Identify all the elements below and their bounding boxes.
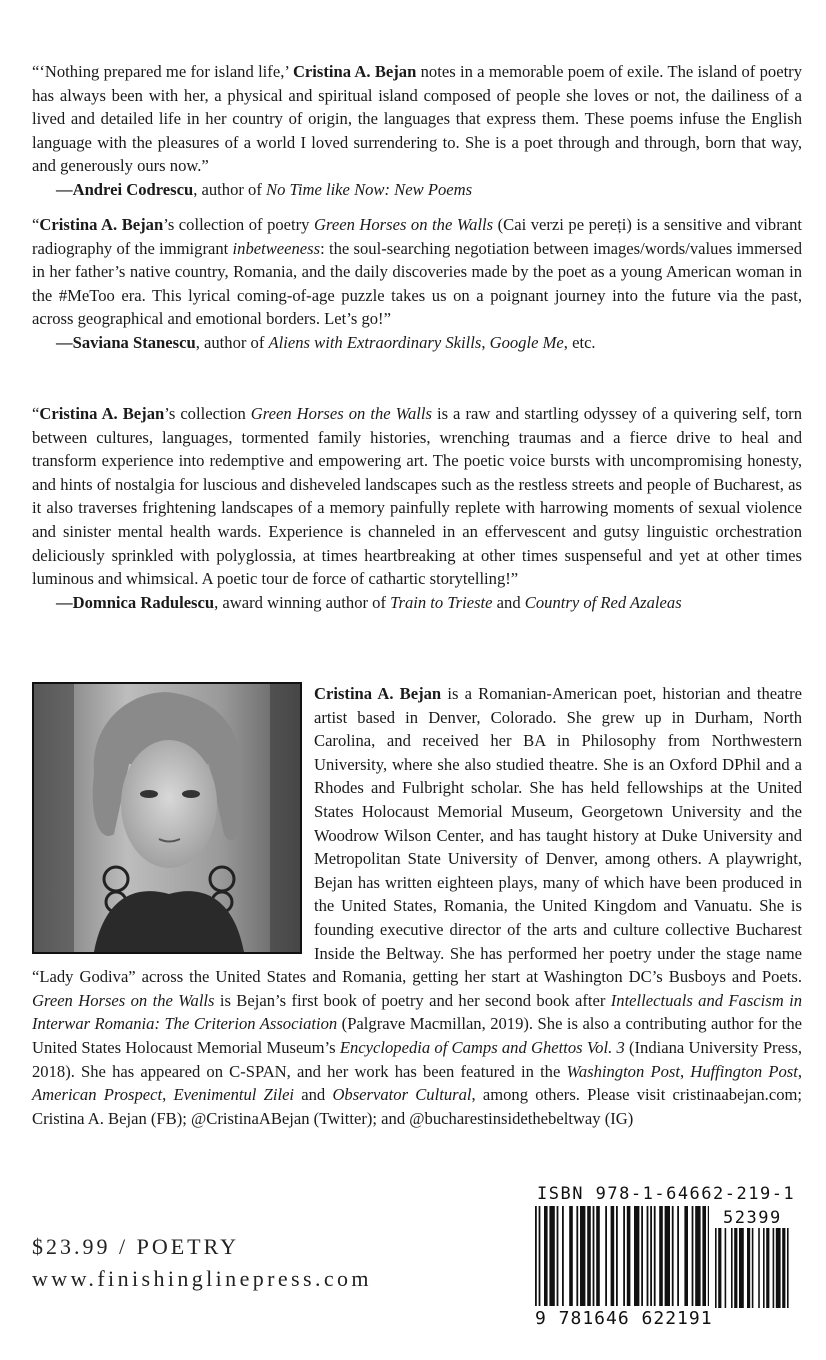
barcode-bar (787, 1228, 789, 1308)
isbn-label: ISBN 978-1-64662-219-1 (537, 1184, 796, 1204)
barcode-bar (580, 1206, 585, 1306)
blurb-text: “Cristina A. Bejan’s collection of poetry Green Horses on the Walls (Cai verzi pe pereți) is a sensitive and vibrant radiography of the immigrant inbetweeness: the soul-searching negotiation between images/words/values immersed in her father’s native country, Romania, and the daily discoveries made by the poet as a young American woman in the #MeToo era. This lyrical coming-of-age puzzle takes us on a poignant journey into the future via the past, across geographical and emotional borders. Let’s go!” (32, 215, 802, 329)
price-code-label: 52399 (723, 1208, 782, 1228)
barcode-bar (695, 1206, 700, 1306)
blurb-stanescu (32, 213, 802, 355)
barcode-bar (587, 1206, 591, 1306)
barcode-bar (672, 1206, 674, 1306)
book-title: Green Horses on the Walls (314, 215, 494, 234)
barcode-bar (544, 1206, 548, 1306)
barcode-bar (718, 1228, 721, 1308)
ean-digits: 9 781646 622191 (535, 1308, 713, 1329)
barcode-bar (557, 1206, 559, 1306)
barcode-bar (684, 1206, 688, 1306)
barcode-bar (605, 1206, 607, 1306)
barcode-bar (763, 1228, 765, 1308)
barcode-bar (702, 1206, 706, 1306)
barcode-bar (654, 1206, 656, 1306)
blurb-codrescu (32, 60, 802, 202)
author-name: Cristina A. Bejan (39, 215, 164, 234)
publisher-website: www.finishinglinepress.com (32, 1266, 372, 1291)
barcode-bar (734, 1228, 737, 1308)
barcode-bar (752, 1228, 754, 1308)
barcode-bar (708, 1206, 709, 1306)
barcode-bar (611, 1206, 615, 1306)
barcode-bar (758, 1228, 760, 1308)
barcode-bar (576, 1206, 578, 1306)
blurb-attribution: —Saviana Stanescu, author of Aliens with Extraordinary Skills, Google Me, etc. (56, 332, 596, 352)
barcode-bar (692, 1206, 694, 1306)
isbn-barcode (533, 1180, 803, 1340)
barcode-bar (535, 1206, 537, 1306)
author-bio-section (32, 682, 802, 1130)
barcode-bar (539, 1206, 541, 1306)
barcode-bar (593, 1206, 595, 1306)
price-category: $23.99 / POETRY (32, 1234, 239, 1259)
barcode-bar (623, 1206, 625, 1306)
barcode-bar (715, 1228, 717, 1308)
barcode-bar (773, 1228, 775, 1308)
barcode-bar (641, 1206, 643, 1306)
barcode-bar (782, 1228, 785, 1308)
barcode-bar (549, 1206, 554, 1306)
barcode-bar (677, 1206, 679, 1306)
blurb-text: “‘Nothing prepared me for island life,’ Cristina A. Bejan notes in a memorable poem of exile. The island of poetry has always been with her, a physical and spiritual island composed of people she loves or not, the dailiness of a lived and detailed life in her country of origin, the languages that express them. These poems infuse the English language with the pleasures of a world I loved surrendering to. She is a poet through and through, born that way, and generously ours now.” (32, 62, 802, 176)
barcode-bar (776, 1228, 781, 1308)
barcode-bar (725, 1228, 727, 1308)
barcode-bar (665, 1206, 670, 1306)
barcode-bar (616, 1206, 618, 1306)
blurb-radulescu (32, 402, 802, 614)
barcode-bar (647, 1206, 649, 1306)
barcode-bar (634, 1206, 639, 1306)
barcode-bar (731, 1228, 733, 1308)
ean-barcode-bars (533, 1206, 709, 1308)
book-title: Green Horses on the Walls (250, 404, 432, 423)
barcode-bar (627, 1206, 631, 1306)
blurb-attribution: —Domnica Radulescu, award winning author of Train to Trieste and Country of Red Azaleas (56, 592, 682, 612)
author-bio-text: Cristina A. Bejan is a Romanian-American poet, historian and theatre artist based in Denver, Colorado. She grew up in Durham, North Carolina, and received her BA in Philosophy from Northwestern University, where she also studied theatre. She is an Oxford DPhil and a Rhodes and Fulbright scholar. She has held fellowships at the United States Holocaust Memorial Museum, Georgetown University and the Woodrow Wilson Center, and has taught history at Duke University and Metropolitan State University of Denver, among others. A playwright, Bejan has written eighteen plays, many of which have been produced in the United States, Romania, the United Kingdom and Vanuatu. She is founding executive director of the arts and culture collective Bucharest Inside the Beltway. She has performed her poetry under the stage name “Lady Godiva” across the United States and Romania, getting her start at Washington DC’s Busboys and Poets. Green Horses on the Walls is Bejan’s first book of poetry and her second book after Intellectuals and Fascism in Interwar Romania: The Criterion Association (Palgrave Macmillan, 2019). She is also a contributing author for the United States Holocaust Memorial Museum’s Encyclopedia of Camps and Ghettos Vol. 3 (Indiana University Press, 2018). She has appeared on C-SPAN, and her work has been featured in the Washington Post, Huffington Post, American Prospect, Evenimentul Zilei and Observator Cultural, among others. Please visit cristinaabejan.com; Cristina A. Bejan (FB); @CristinaABejan (Twitter); and @bucharestinsidethebeltway (IG) (32, 684, 803, 1128)
barcode-bar (739, 1228, 744, 1308)
blurb-attribution: —Andrei Codrescu, author of No Time like Now: New Poems (56, 179, 473, 199)
barcode-bar (569, 1206, 573, 1306)
barcode-bar (747, 1228, 750, 1308)
author-name: Cristina A. Bejan (314, 684, 442, 703)
barcode-bar (659, 1206, 663, 1306)
barcode-bar (650, 1206, 652, 1306)
barcode-bar (596, 1206, 600, 1306)
barcode-bar (562, 1206, 564, 1306)
author-portrait-image (34, 684, 300, 952)
barcode-bar (766, 1228, 769, 1308)
author-name: Cristina A. Bejan (39, 404, 165, 423)
author-name: Cristina A. Bejan (292, 62, 417, 81)
blurb-text: “Cristina A. Bejan’s collection Green Horses on the Walls is a raw and startling odyssey of a quivering self, torn between cultures, languages, tormented family histories, wrenching traumas and a fierce drive to heal and transform experience into redemptive and empowering art. The poetic voice bursts with uncompromising honesty, and hints of nostalgia for luscious and disheveled landscapes such as the restless streets and people of Bucharest, as it also traverses frightening landscapes of a memory painfully replete with harrowing moments of sexual violence and sinister mental health wards. Experience is channeled in an effervescent and gutsy linguistic orchestration deliciously sprinkled with polyglossia, at times heartbreaking at other times suspenseful and yet at other times luminous and whimsical. A poetic tour de force of cathartic storytelling!” (32, 404, 802, 589)
price-barcode-bars (713, 1228, 799, 1308)
author-photo (32, 682, 302, 954)
